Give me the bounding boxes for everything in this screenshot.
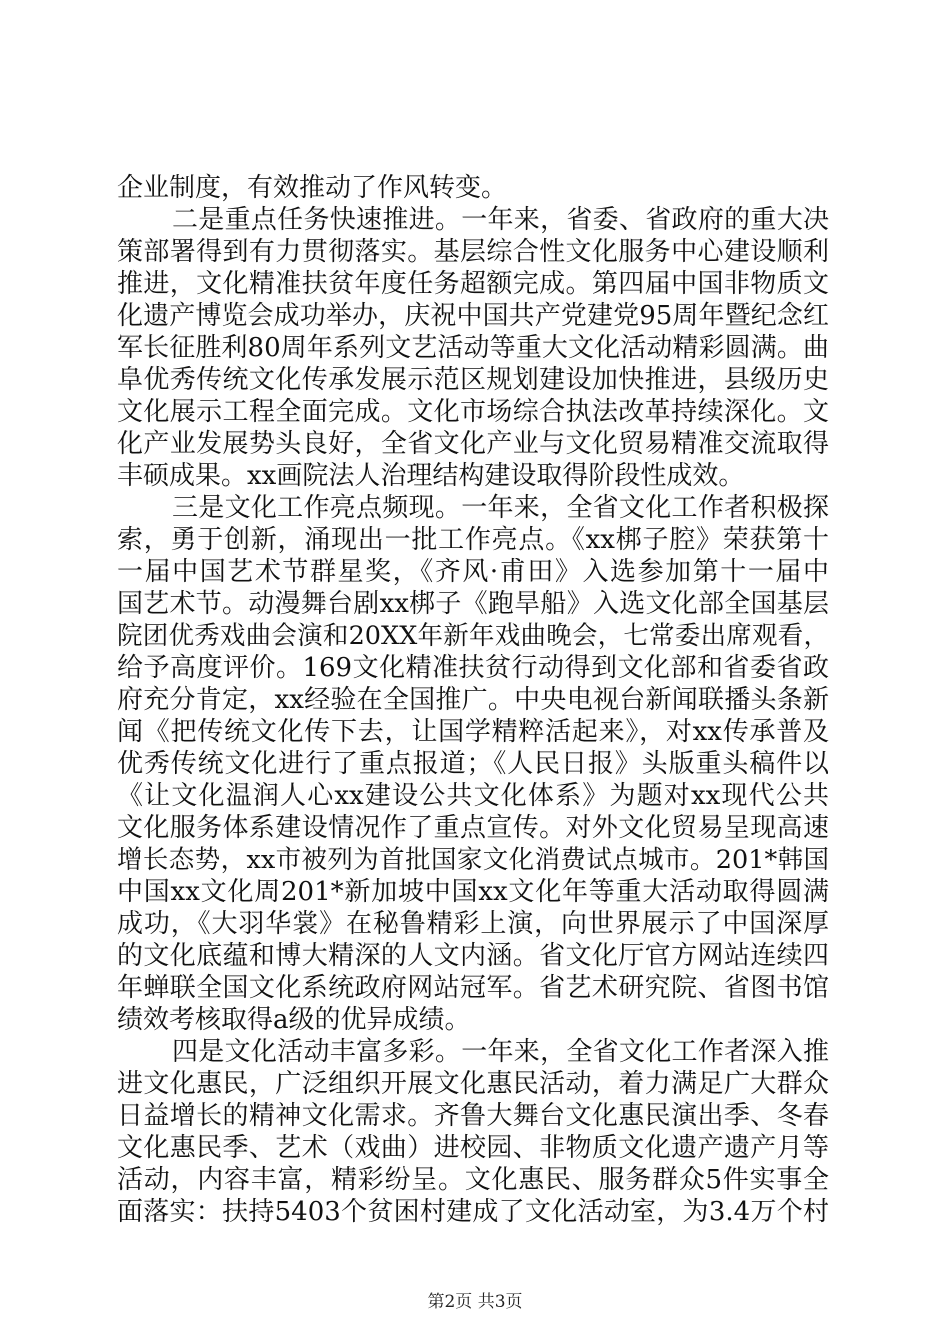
text-line: 军长征胜利80周年系列文艺活动等重大文化活动精彩圆满。曲: [117, 333, 829, 363]
text-line: 的文化底蕴和博大精深的人文内涵。省文化厅官方网站连续四: [117, 941, 829, 971]
text-line: 国艺术节。动漫舞台剧xx梆子《跑旱船》入选文化部全国基层: [117, 589, 829, 619]
text-line: 增长态势，xx市被列为首批国家文化消费试点城市。201*韩国: [117, 845, 829, 875]
text-line: 化产业发展势头良好，全省文化产业与文化贸易精准交流取得: [117, 429, 829, 459]
text-line: 二是重点任务快速推进。一年来，省委、省政府的重大决: [172, 205, 829, 235]
text-line: 年蝉联全国文化系统政府网站冠军。省艺术研究院、省图书馆: [117, 973, 829, 1003]
text-line: 推进，文化精准扶贫年度任务超额完成。第四届中国非物质文: [117, 269, 829, 299]
text-line: 中国xx文化周201*新加坡中国xx文化年等重大活动取得圆满: [117, 877, 829, 907]
text-line: 进文化惠民，广泛组织开展文化惠民活动，着力满足广大群众: [117, 1069, 829, 1099]
text-line: 活动，内容丰富，精彩纷呈。文化惠民、服务群众5件实事全: [117, 1165, 829, 1195]
text-line: 日益增长的精神文化需求。齐鲁大舞台文化惠民演出季、冬春: [117, 1101, 829, 1131]
text-line: 面落实：扶持5403个贫困村建成了文化活动室，为3.4万个村: [117, 1197, 829, 1227]
text-line: 闻《把传统文化传下去，让国学精粹活起来》，对xx传承普及: [117, 717, 829, 747]
text-line: 索，勇于创新，涌现出一批工作亮点。《xx梆子腔》荣获第十: [117, 525, 829, 555]
text-line: 《让文化温润人心xx建设公共文化体系》为题对xx现代公共: [117, 781, 829, 811]
text-line: 文化惠民季、艺术（戏曲）进校园、非物质文化遗产遗产月等: [117, 1133, 829, 1163]
text-line: 三是文化工作亮点频现。一年来，全省文化工作者积极探: [172, 493, 829, 523]
page-number-footer: 第2页 共3页: [427, 1292, 523, 1312]
text-line: 策部署得到有力贯彻落实。基层综合性文化服务中心建设顺利: [117, 237, 829, 267]
text-line: 企业制度，有效推动了作风转变。: [117, 173, 508, 203]
text-line: 绩效考核取得a级的优异成绩。: [117, 1005, 471, 1035]
text-line: 文化展示工程全面完成。文化市场综合执法改革持续深化。文: [117, 397, 829, 427]
text-line: 文化服务体系建设情况作了重点宣传。对外文化贸易呈现高速: [117, 813, 829, 843]
text-line: 一届中国艺术节群星奖，《齐风·甫田》入选参加第十一届中: [117, 557, 829, 587]
text-line: 四是文化活动丰富多彩。一年来，全省文化工作者深入推: [172, 1037, 829, 1067]
text-line: 给予高度评价。169文化精准扶贫行动得到文化部和省委省政: [117, 653, 829, 683]
text-line: 化遗产博览会成功举办，庆祝中国共产党建党95周年暨纪念红: [117, 301, 829, 331]
text-line: 阜优秀传统文化传承发展示范区规划建设加快推进，县级历史: [117, 365, 829, 395]
text-line: 丰硕成果。xx画院法人治理结构建设取得阶段性成效。: [117, 461, 745, 491]
text-line: 院团优秀戏曲会演和20XX年新年戏曲晚会，七常委出席观看，: [117, 621, 829, 651]
text-line: 成功，《大羽华裳》在秘鲁精彩上演，向世界展示了中国深厚: [117, 909, 829, 939]
text-line: 优秀传统文化进行了重点报道；《人民日报》头版重头稿件以: [117, 749, 829, 779]
text-line: 府充分肯定，xx经验在全国推广。中央电视台新闻联播头条新: [117, 685, 829, 715]
